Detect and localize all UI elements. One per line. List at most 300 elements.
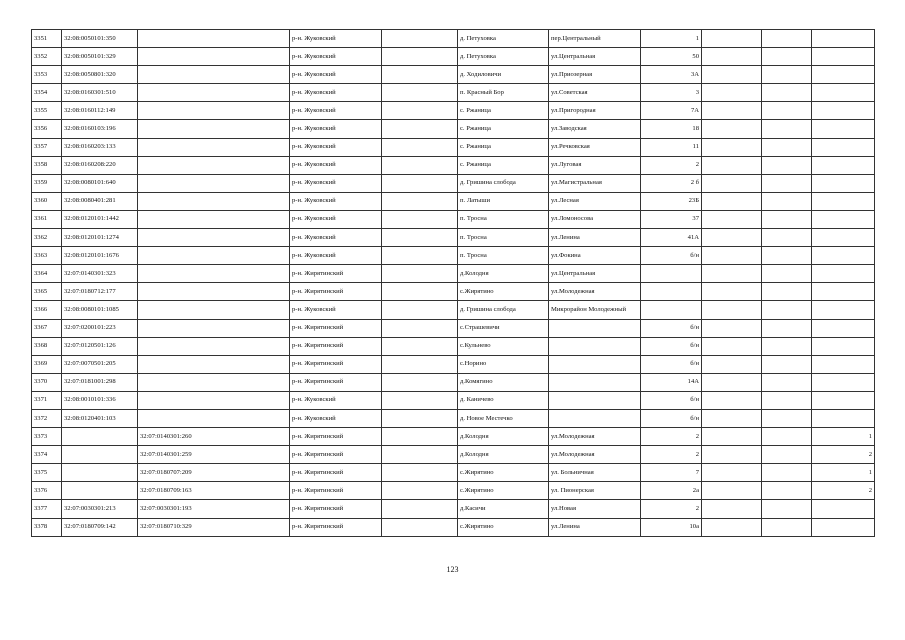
empty-cell	[762, 446, 812, 464]
empty-cell	[762, 138, 812, 156]
empty-cell	[702, 120, 762, 138]
apartment-number-cell: 2	[812, 446, 875, 464]
empty-cell	[702, 355, 762, 373]
row-number-cell: 3356	[32, 120, 62, 138]
empty-cell	[702, 518, 762, 536]
street-cell: ул.Центральная	[549, 48, 641, 66]
cadastral-number-cell: 32:08:0050801:320	[62, 66, 138, 84]
parent-cadastral-number-cell	[138, 301, 290, 319]
locality-cell: п. Латыши	[458, 192, 549, 210]
apartment-number-cell	[812, 355, 875, 373]
street-cell: ул.Молодежная	[549, 428, 641, 446]
empty-cell	[382, 210, 458, 228]
locality-cell: д.Колодня	[458, 428, 549, 446]
empty-cell	[702, 337, 762, 355]
locality-cell: с.Жирятино	[458, 283, 549, 301]
district-cell: р-н. Жуковский	[290, 102, 382, 120]
empty-cell	[702, 84, 762, 102]
apartment-number-cell	[812, 247, 875, 265]
locality-cell: д.Комягино	[458, 373, 549, 391]
parent-cadastral-number-cell: 32:07:0180707:209	[138, 464, 290, 482]
locality-cell: д. Петуховка	[458, 30, 549, 48]
empty-cell	[702, 30, 762, 48]
apartment-number-cell	[812, 192, 875, 210]
parent-cadastral-number-cell	[138, 192, 290, 210]
house-number-cell: 3	[641, 84, 702, 102]
house-number-cell: 50	[641, 48, 702, 66]
district-cell: р-н. Жирятинский	[290, 446, 382, 464]
table-row	[32, 210, 875, 228]
table-row	[32, 48, 875, 66]
cadastral-number-cell: 32:07:0140301:323	[62, 265, 138, 283]
house-number-cell: 2	[641, 428, 702, 446]
page-number: 123	[446, 565, 459, 574]
row-number-cell: 3360	[32, 192, 62, 210]
parent-cadastral-number-cell	[138, 247, 290, 265]
row-number-cell: 3353	[32, 66, 62, 84]
street-cell: ул.Новая	[549, 500, 641, 518]
row-number-cell: 3365	[32, 283, 62, 301]
street-cell: пер.Центральный	[549, 30, 641, 48]
empty-cell	[702, 102, 762, 120]
table-row	[32, 229, 875, 247]
row-number-cell: 3377	[32, 500, 62, 518]
table-row	[32, 192, 875, 210]
row-number-cell: 3367	[32, 319, 62, 337]
empty-cell	[762, 337, 812, 355]
table-row	[32, 355, 875, 373]
empty-cell	[702, 373, 762, 391]
empty-cell	[762, 229, 812, 247]
locality-cell: д.Колодня	[458, 446, 549, 464]
empty-cell	[762, 409, 812, 427]
empty-cell	[762, 120, 812, 138]
house-number-cell	[641, 301, 702, 319]
empty-cell	[382, 30, 458, 48]
empty-cell	[702, 464, 762, 482]
cadastral-number-cell: 32:08:0160112:149	[62, 102, 138, 120]
street-cell: ул.Центральная	[549, 265, 641, 283]
table-row	[32, 84, 875, 102]
table-row	[32, 337, 875, 355]
table-row	[32, 464, 875, 482]
parent-cadastral-number-cell: 32:07:0180709:163	[138, 482, 290, 500]
house-number-cell: 3А	[641, 66, 702, 84]
district-cell: р-н. Жуковский	[290, 66, 382, 84]
parent-cadastral-number-cell	[138, 391, 290, 409]
cadastral-number-cell	[62, 482, 138, 500]
district-cell: р-н. Жуковский	[290, 138, 382, 156]
house-number-cell: 41А	[641, 229, 702, 247]
locality-cell: с. Ржаница	[458, 156, 549, 174]
locality-cell: с. Ржаница	[458, 138, 549, 156]
table-row	[32, 247, 875, 265]
district-cell: р-н. Жуковский	[290, 210, 382, 228]
apartment-number-cell	[812, 229, 875, 247]
row-number-cell: 3351	[32, 30, 62, 48]
cadastral-number-cell: 32:08:0010101:336	[62, 391, 138, 409]
empty-cell	[762, 66, 812, 84]
house-number-cell: 2а	[641, 482, 702, 500]
empty-cell	[702, 428, 762, 446]
apartment-number-cell	[812, 500, 875, 518]
row-number-cell: 3355	[32, 102, 62, 120]
street-cell: ул.Магистральная	[549, 174, 641, 192]
table-row	[32, 301, 875, 319]
apartment-number-cell	[812, 319, 875, 337]
table-row	[32, 500, 875, 518]
cadastral-number-cell: 32:08:0050101:329	[62, 48, 138, 66]
street-cell: ул.Луговая	[549, 156, 641, 174]
empty-cell	[762, 48, 812, 66]
empty-cell	[762, 518, 812, 536]
district-cell: р-н. Жирятинский	[290, 464, 382, 482]
cadastral-number-cell: 32:07:0180709:142	[62, 518, 138, 536]
locality-cell: д. Новое Местечко	[458, 409, 549, 427]
cadastral-number-cell: 32:07:0180712:177	[62, 283, 138, 301]
table-row	[32, 373, 875, 391]
house-number-cell: 18	[641, 120, 702, 138]
empty-cell	[382, 66, 458, 84]
apartment-number-cell	[812, 138, 875, 156]
apartment-number-cell	[812, 518, 875, 536]
parent-cadastral-number-cell	[138, 229, 290, 247]
cadastral-number-cell: 32:08:0120101:1676	[62, 247, 138, 265]
house-number-cell: б/н	[641, 355, 702, 373]
locality-cell: д.Касичи	[458, 500, 549, 518]
apartment-number-cell	[812, 102, 875, 120]
row-number-cell: 3366	[32, 301, 62, 319]
locality-cell: с.Норино	[458, 355, 549, 373]
locality-cell: д. Гришина слобода	[458, 301, 549, 319]
empty-cell	[382, 518, 458, 536]
empty-cell	[382, 48, 458, 66]
apartment-number-cell	[812, 391, 875, 409]
street-cell	[549, 409, 641, 427]
empty-cell	[702, 391, 762, 409]
empty-cell	[702, 229, 762, 247]
apartment-number-cell	[812, 84, 875, 102]
empty-cell	[762, 174, 812, 192]
row-number-cell: 3358	[32, 156, 62, 174]
locality-cell: с. Ржаница	[458, 102, 549, 120]
row-number-cell: 3362	[32, 229, 62, 247]
empty-cell	[382, 391, 458, 409]
empty-cell	[382, 428, 458, 446]
district-cell: р-н. Жирятинский	[290, 265, 382, 283]
district-cell: р-н. Жуковский	[290, 174, 382, 192]
locality-cell: с. Ржаница	[458, 120, 549, 138]
district-cell: р-н. Жирятинский	[290, 373, 382, 391]
cadastral-number-cell: 32:08:0160301:510	[62, 84, 138, 102]
cadastral-number-cell: 32:07:0120501:126	[62, 337, 138, 355]
house-number-cell: 1	[641, 30, 702, 48]
locality-cell: д. Гришина слобода	[458, 174, 549, 192]
parent-cadastral-number-cell	[138, 265, 290, 283]
parent-cadastral-number-cell: 32:07:0180710:329	[138, 518, 290, 536]
empty-cell	[382, 355, 458, 373]
empty-cell	[762, 283, 812, 301]
apartment-number-cell	[812, 30, 875, 48]
table-row	[32, 391, 875, 409]
apartment-number-cell	[812, 301, 875, 319]
empty-cell	[382, 138, 458, 156]
apartment-number-cell	[812, 409, 875, 427]
empty-cell	[382, 337, 458, 355]
street-cell	[549, 355, 641, 373]
empty-cell	[382, 120, 458, 138]
district-cell: р-н. Жуковский	[290, 409, 382, 427]
empty-cell	[702, 66, 762, 84]
locality-cell: д. Каничево	[458, 391, 549, 409]
row-number-cell: 3363	[32, 247, 62, 265]
locality-cell: д.Колодня	[458, 265, 549, 283]
parent-cadastral-number-cell: 32:07:0140301:260	[138, 428, 290, 446]
empty-cell	[382, 446, 458, 464]
district-cell: р-н. Жуковский	[290, 229, 382, 247]
empty-cell	[762, 319, 812, 337]
district-cell: р-н. Жирятинский	[290, 355, 382, 373]
empty-cell	[382, 482, 458, 500]
empty-cell	[762, 30, 812, 48]
district-cell: р-н. Жирятинский	[290, 518, 382, 536]
house-number-cell: 14А	[641, 373, 702, 391]
empty-cell	[382, 283, 458, 301]
locality-cell: с.Жирятино	[458, 518, 549, 536]
empty-cell	[702, 301, 762, 319]
house-number-cell: 2 б	[641, 174, 702, 192]
house-number-cell: б/н	[641, 337, 702, 355]
locality-cell: с.Жирятино	[458, 482, 549, 500]
house-number-cell: б/н	[641, 409, 702, 427]
street-cell: ул.Фокина	[549, 247, 641, 265]
district-cell: р-н. Жуковский	[290, 156, 382, 174]
district-cell: р-н. Жирятинский	[290, 319, 382, 337]
parent-cadastral-number-cell: 32:07:0140301:259	[138, 446, 290, 464]
row-number-cell: 3359	[32, 174, 62, 192]
house-number-cell: б/н	[641, 391, 702, 409]
table-row	[32, 482, 875, 500]
cadastral-number-cell: 32:07:0030301:213	[62, 500, 138, 518]
parent-cadastral-number-cell	[138, 102, 290, 120]
empty-cell	[702, 156, 762, 174]
cadastral-number-cell: 32:08:0050101:350	[62, 30, 138, 48]
apartment-number-cell	[812, 283, 875, 301]
row-number-cell: 3374	[32, 446, 62, 464]
empty-cell	[702, 247, 762, 265]
street-cell	[549, 319, 641, 337]
cadastral-number-cell: 32:08:0080101:1085	[62, 301, 138, 319]
house-number-cell: б/н	[641, 247, 702, 265]
parent-cadastral-number-cell	[138, 120, 290, 138]
house-number-cell: 11	[641, 138, 702, 156]
district-cell: р-н. Жуковский	[290, 391, 382, 409]
house-number-cell: 7А	[641, 102, 702, 120]
district-cell: р-н. Жуковский	[290, 192, 382, 210]
empty-cell	[702, 48, 762, 66]
empty-cell	[382, 319, 458, 337]
cadastral-number-cell: 32:08:0160208:220	[62, 156, 138, 174]
row-number-cell: 3370	[32, 373, 62, 391]
street-cell: Микрорайон Молодежный	[549, 301, 641, 319]
street-cell: ул.Приозерная	[549, 66, 641, 84]
apartment-number-cell	[812, 373, 875, 391]
street-cell: ул.Молодежная	[549, 446, 641, 464]
street-cell	[549, 373, 641, 391]
empty-cell	[762, 102, 812, 120]
apartment-number-cell	[812, 156, 875, 174]
district-cell: р-н. Жуковский	[290, 30, 382, 48]
locality-cell: п. Тросна	[458, 229, 549, 247]
row-number-cell: 3373	[32, 428, 62, 446]
apartment-number-cell: 2	[812, 482, 875, 500]
locality-cell: п. Красный Бор	[458, 84, 549, 102]
table-row	[32, 428, 875, 446]
empty-cell	[382, 409, 458, 427]
parent-cadastral-number-cell	[138, 283, 290, 301]
table-row	[32, 283, 875, 301]
row-number-cell: 3372	[32, 409, 62, 427]
empty-cell	[382, 464, 458, 482]
row-number-cell: 3354	[32, 84, 62, 102]
table-row	[32, 409, 875, 427]
street-cell: ул.Речковская	[549, 138, 641, 156]
street-cell: ул. Пионерская	[549, 482, 641, 500]
table-row	[32, 518, 875, 536]
district-cell: р-н. Жуковский	[290, 120, 382, 138]
empty-cell	[762, 391, 812, 409]
cadastral-number-cell: 32:08:0120401:103	[62, 409, 138, 427]
parent-cadastral-number-cell	[138, 30, 290, 48]
parent-cadastral-number-cell	[138, 48, 290, 66]
cadastral-number-cell	[62, 464, 138, 482]
empty-cell	[382, 247, 458, 265]
apartment-number-cell: 1	[812, 464, 875, 482]
house-number-cell: 23Б	[641, 192, 702, 210]
empty-cell	[762, 156, 812, 174]
street-cell: ул.Ленина	[549, 229, 641, 247]
empty-cell	[762, 247, 812, 265]
empty-cell	[382, 373, 458, 391]
street-cell: ул.Ленина	[549, 518, 641, 536]
empty-cell	[762, 464, 812, 482]
row-number-cell: 3376	[32, 482, 62, 500]
district-cell: р-н. Жуковский	[290, 48, 382, 66]
empty-cell	[762, 301, 812, 319]
empty-cell	[762, 373, 812, 391]
table-row	[32, 120, 875, 138]
apartment-number-cell	[812, 265, 875, 283]
empty-cell	[762, 428, 812, 446]
district-cell: р-н. Жирятинский	[290, 482, 382, 500]
cadastral-number-cell: 32:08:0080401:281	[62, 192, 138, 210]
district-cell: р-н. Жирятинский	[290, 428, 382, 446]
house-number-cell: 37	[641, 210, 702, 228]
empty-cell	[382, 174, 458, 192]
empty-cell	[382, 301, 458, 319]
district-cell: р-н. Жуковский	[290, 247, 382, 265]
street-cell	[549, 337, 641, 355]
apartment-number-cell: 1	[812, 428, 875, 446]
table-row	[32, 30, 875, 48]
locality-cell: п. Тросна	[458, 247, 549, 265]
locality-cell: с.Кульнево	[458, 337, 549, 355]
row-number-cell: 3375	[32, 464, 62, 482]
table-body	[32, 30, 875, 537]
empty-cell	[382, 265, 458, 283]
street-cell: ул.Советская	[549, 84, 641, 102]
empty-cell	[382, 156, 458, 174]
parent-cadastral-number-cell	[138, 138, 290, 156]
empty-cell	[382, 192, 458, 210]
cadastral-number-cell: 32:08:0080101:640	[62, 174, 138, 192]
parent-cadastral-number-cell	[138, 156, 290, 174]
apartment-number-cell	[812, 48, 875, 66]
cadastral-number-cell: 32:08:0120101:1442	[62, 210, 138, 228]
cadastral-number-cell	[62, 428, 138, 446]
locality-cell: с.Жирятино	[458, 464, 549, 482]
cadastral-number-cell: 32:08:0160103:196	[62, 120, 138, 138]
district-cell: р-н. Жирятинский	[290, 283, 382, 301]
parent-cadastral-number-cell	[138, 174, 290, 192]
empty-cell	[702, 192, 762, 210]
street-cell: ул.Заводская	[549, 120, 641, 138]
cadastral-number-cell: 32:08:0120101:1274	[62, 229, 138, 247]
empty-cell	[382, 500, 458, 518]
street-cell: ул.Лесная	[549, 192, 641, 210]
house-number-cell: 2	[641, 500, 702, 518]
locality-cell: п. Тросна	[458, 210, 549, 228]
district-cell: р-н. Жуковский	[290, 301, 382, 319]
house-number-cell: 10а	[641, 518, 702, 536]
row-number-cell: 3369	[32, 355, 62, 373]
row-number-cell: 3361	[32, 210, 62, 228]
register-table	[31, 29, 875, 537]
cadastral-number-cell: 32:07:0200101:223	[62, 319, 138, 337]
house-number-cell: 7	[641, 464, 702, 482]
apartment-number-cell	[812, 120, 875, 138]
cadastral-number-cell: 32:07:0181001:298	[62, 373, 138, 391]
table-row	[32, 319, 875, 337]
empty-cell	[762, 265, 812, 283]
row-number-cell: 3378	[32, 518, 62, 536]
row-number-cell: 3352	[32, 48, 62, 66]
locality-cell: д. Ходиловичи	[458, 66, 549, 84]
table-row	[32, 102, 875, 120]
apartment-number-cell	[812, 337, 875, 355]
district-cell: р-н. Жирятинский	[290, 500, 382, 518]
empty-cell	[762, 192, 812, 210]
house-number-cell: 2	[641, 446, 702, 464]
parent-cadastral-number-cell	[138, 210, 290, 228]
house-number-cell	[641, 283, 702, 301]
locality-cell: д. Петуховка	[458, 48, 549, 66]
empty-cell	[702, 210, 762, 228]
parent-cadastral-number-cell	[138, 373, 290, 391]
empty-cell	[382, 102, 458, 120]
row-number-cell: 3371	[32, 391, 62, 409]
cadastral-number-cell: 32:08:0160203:133	[62, 138, 138, 156]
parent-cadastral-number-cell: 32:07:0030301:193	[138, 500, 290, 518]
empty-cell	[702, 319, 762, 337]
table-row	[32, 66, 875, 84]
apartment-number-cell	[812, 174, 875, 192]
district-cell: р-н. Жирятинский	[290, 337, 382, 355]
empty-cell	[702, 446, 762, 464]
empty-cell	[702, 500, 762, 518]
parent-cadastral-number-cell	[138, 337, 290, 355]
empty-cell	[702, 138, 762, 156]
